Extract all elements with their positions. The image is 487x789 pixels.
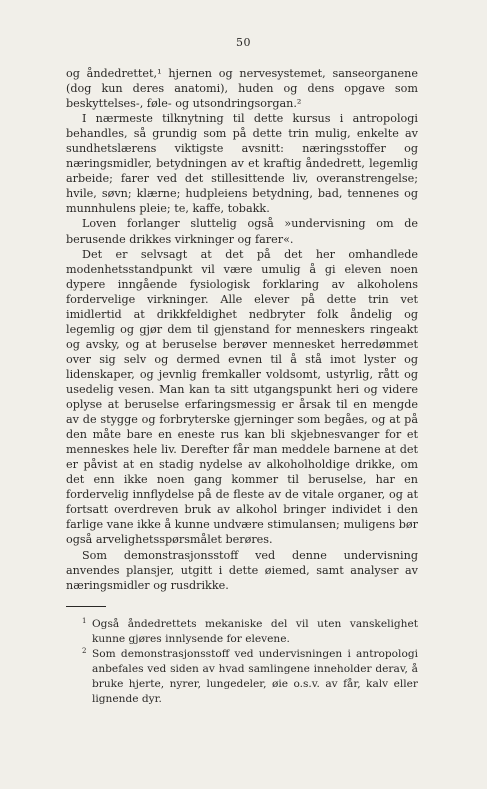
paragraph-3: Loven forlanger sluttelig også »undervisning om de berusende drikkes virkninger og farer«. — [66, 217, 418, 246]
footnote-divider — [66, 606, 106, 607]
footnote-2 — [66, 647, 418, 707]
footnote-2-mark: 2 — [82, 646, 87, 655]
footnote-1-mark: 1 — [82, 616, 87, 625]
paragraph-1: og åndedrettet,¹ hjernen og nervesystemet, sanseorganene (dog kun deres anatomi), huden og dens opgave som beskyttelses-, føle- og utsondringsorgan.² — [66, 67, 418, 111]
page-number: 50 — [236, 36, 251, 49]
page-body — [66, 66, 418, 707]
footnote-2-text: Som demonstrasjonsstoff ved undervisningen i antropologi anbefales ved siden av hvad samlingene inneholder derav, å bruke hjerte, nyrer, lungedeler, øie o.s.v. av får, kalv eller lignende dyr. — [92, 647, 418, 705]
paragraph-5: Som demonstrasjonsstoff ved denne undervisning anvendes plansjer, utgitt i dette øiemed, samt analyser av næringsmidler og rusdrikke. — [66, 548, 418, 592]
footnote-1 — [66, 617, 418, 647]
paragraph-2: I nærmeste tilknytning til dette kursus i antropologi behandles, så grundig som på dette trin mulig, enkelte av sundhetslærens viktigste avsnitt: næringsstoffer og næringsmidler, betydningen av et kraftig åndedrett, legemlig arbeide; farer ved det stillesittende liv, overanstrengelse; hvile, søvn; klærne; hudpleiens betydning, bad, tennenes og munnhulens pleie; te, kaffe, tobakk. — [66, 112, 418, 216]
footnote-1-text: Også åndedrettets mekaniske del vil uten vanskelighet kunne gjøres innlysende for elevene. — [92, 617, 418, 645]
paragraph-4: Det er selvsagt at det på det her omhandlede modenhetsstandpunkt vil være umulig å gi eleven noen dypere inngående fysiologisk forklaring av alkoholens fordervelige virkninger. Alle elever på dette trin vet imidlertid at drikkfeldighet nedbryter folk åndelig og legemlig og gjør dem til gjenstand for menneskers ringeakt og avsky, og at beruselse berøver mennesket herredømmet over sig selv og dermed evnen til å stå imot lyster og lidenskaper, og jevnlig fremkaller voldsomt, ustyrlig, rått og usedelig vesen. Man kan ta sitt utgangspunkt heri og videre oplyse at beruselse erfaringsmessig er årsak til en mengde av de stygge og forbryterske gjerninger som begåes, og at på den måte bare en eneste rus kan bli skjebnesvanger for et menneskes hele liv. Derefter får man meddele barnene at det er påvist at en stadig nydelse av alkoholholdige drikke, om det enn ikke noen gang kommer til beruselse, har en fordervelig innflydelse på de fleste av de vitale organer, og at fortsatt overdreven bruk av alkohol bringer individet i den farlige vane ikke å kunne undvære stimulansen; muligens bør også arvelighetsspørsmålet berøres. — [66, 247, 418, 547]
